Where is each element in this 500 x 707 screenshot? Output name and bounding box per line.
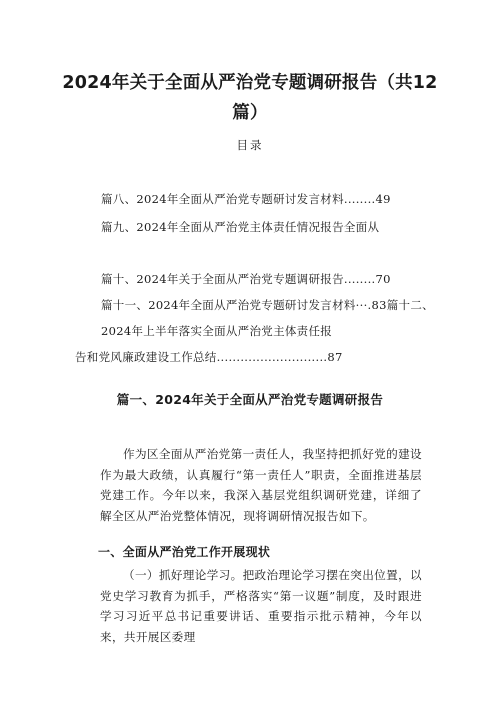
paragraph-intro: 作为区全面从严治党第一责任人，我坚持把抓好党的建设作为最大政绩，认真履行“第一责任人”职责，全面推进基层党建工作。今年以来，我深入基层党组织调研党建，详细了解全区从严治党整体情况，现将调研情况报告如下。 [100,447,422,523]
toc-entry-12-part2: 告和党风廉政建设工作总结............................87 [75,350,343,364]
toc-entry-10: 篇十、2024年关于全面从严治党专题调研报告........70 [101,272,391,286]
toc-entry-9: 篇九、2024年全面从严治党主体责任情况报告全面从 [101,220,380,234]
toc-heading: 目录 [236,138,264,152]
subheading-status: 一、全面从严治党工作开展现状 [98,545,271,559]
toc-entry-11: 篇十一、2024年全面从严治党专题研讨发言材料···.83篇十二、 [101,298,434,312]
toc-entry-12-part1: 2024年上半年落实全面从严治党主体责任报 [101,324,333,338]
section-title: 篇一、2024年关于全面从严治党专题调研报告 [116,392,384,407]
toc-entry-8: 篇八、2024年全面从严治党专题研讨发言材料........49 [101,192,391,206]
document-title: 2024年关于全面从严治党专题调研报告（共12篇） [62,73,438,123]
paragraph-theory-study: （一）抓好理论学习。把政治理论学习摆在突出位置，以党史学习教育为抓手，严格落实“第一议题”制度，及时跟进学习习近平总书记重要讲话、重要指示批示精神，今年以来，共开展区委理 [100,568,422,644]
